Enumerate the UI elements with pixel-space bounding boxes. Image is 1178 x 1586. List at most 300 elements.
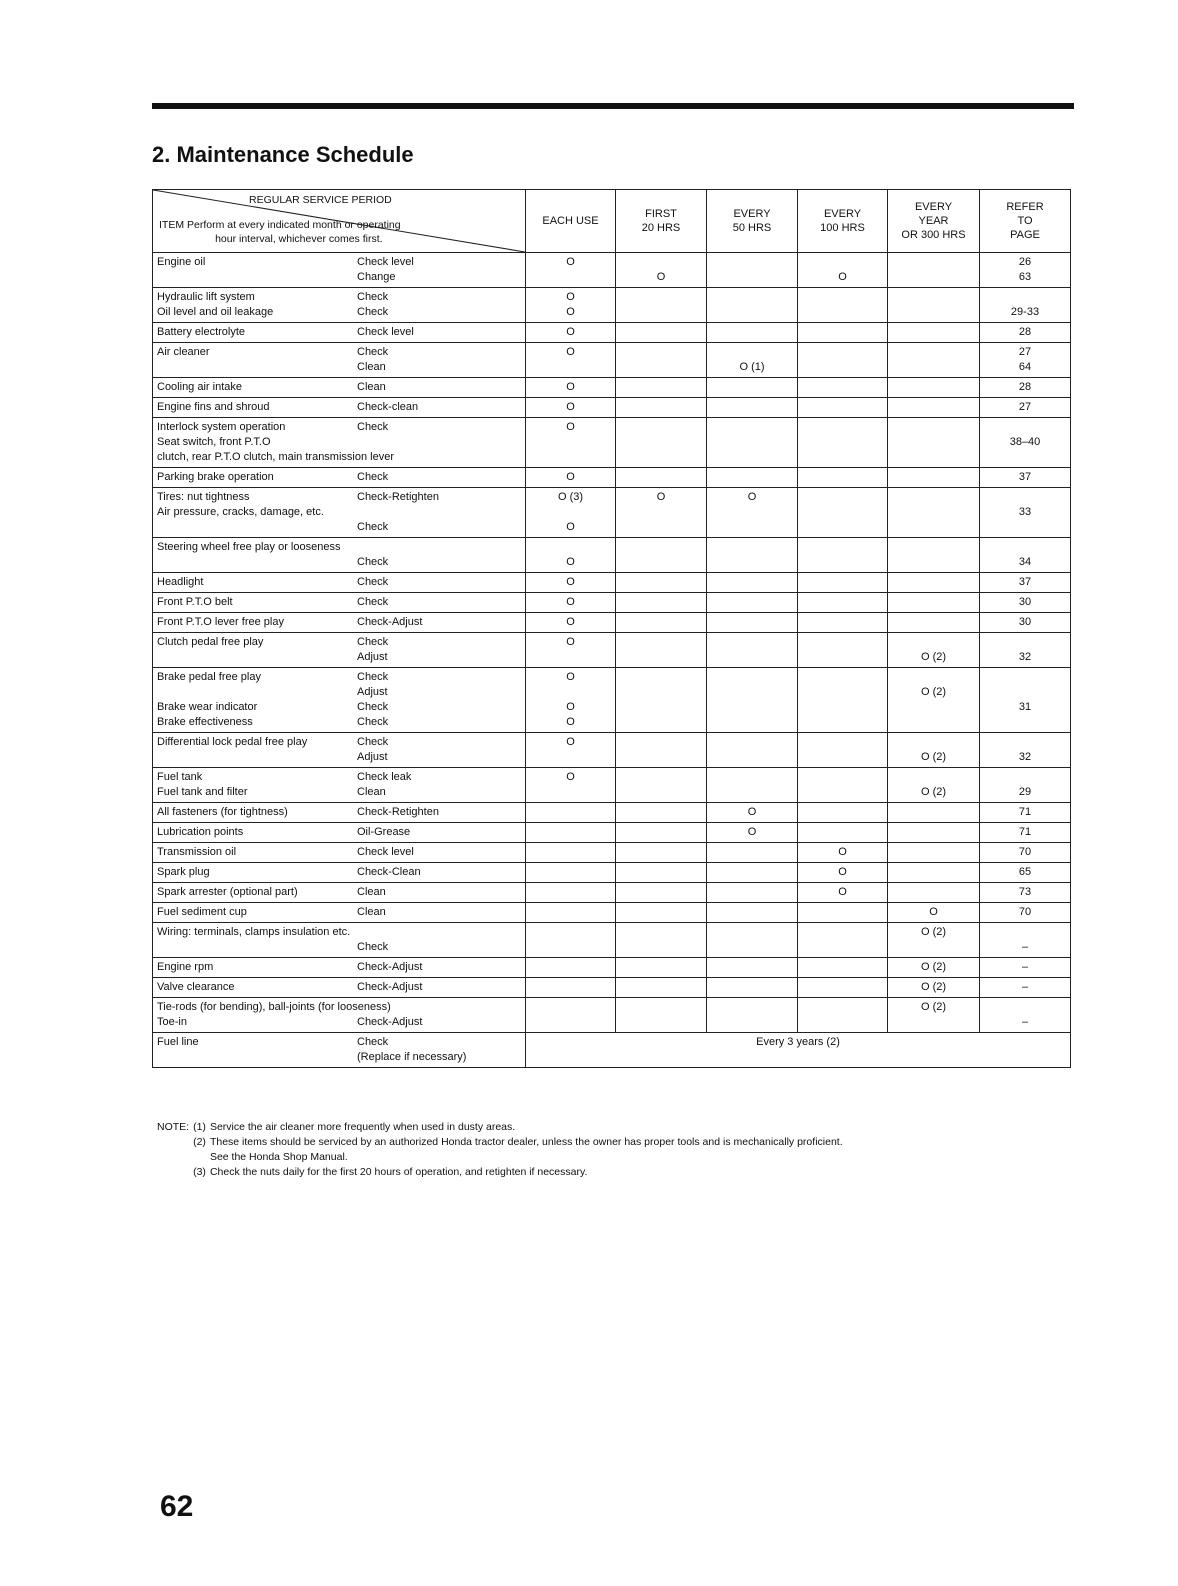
item-cell	[153, 823, 526, 843]
item-cell	[153, 418, 526, 468]
every-100-cell	[798, 288, 888, 323]
every-100-cell	[798, 958, 888, 978]
refer-page-cell: 65	[980, 863, 1071, 883]
every-year-cell: O (2)	[888, 633, 980, 668]
refer-page-cell: 30	[980, 613, 1071, 633]
refer-page-cell: 31	[980, 668, 1071, 733]
table-row	[153, 488, 1071, 538]
item-name: Seat switch, front P.T.O	[157, 436, 271, 448]
each-use-cell: O (3) O	[526, 488, 616, 538]
every-year-cell	[888, 538, 980, 573]
first-20-cell	[616, 573, 707, 593]
every-50-cell	[707, 573, 798, 593]
item-action: Clean	[357, 906, 386, 918]
first-20-cell	[616, 593, 707, 613]
every-100-cell	[798, 633, 888, 668]
item-action: Adjust	[357, 686, 388, 698]
table-row	[153, 613, 1071, 633]
every-50-cell	[707, 903, 798, 923]
item-name: Front P.T.O belt	[157, 596, 233, 608]
item-cell	[153, 398, 526, 418]
refer-page-cell: 28	[980, 378, 1071, 398]
item-action: Check	[357, 306, 389, 318]
every-100-cell	[798, 468, 888, 488]
each-use-cell: O	[526, 538, 616, 573]
table-row	[153, 633, 1071, 668]
item-action: Check	[357, 636, 389, 648]
every-50-cell	[707, 288, 798, 323]
first-20-cell	[616, 398, 707, 418]
every-50-cell: O	[707, 823, 798, 843]
refer-page-cell: 73	[980, 883, 1071, 903]
every-year-cell	[888, 468, 980, 488]
item-action: Check	[357, 421, 389, 433]
item-name	[157, 940, 357, 955]
item-action: Check	[357, 556, 389, 568]
item-cell	[153, 253, 526, 288]
table-row	[153, 343, 1071, 378]
item-action: Check leak	[357, 771, 412, 783]
every-50-cell	[707, 253, 798, 288]
every-100-cell	[798, 538, 888, 573]
every-50-cell	[707, 538, 798, 573]
item-name: Brake pedal free play	[157, 671, 261, 683]
item-name: Tires: nut tightness	[157, 491, 250, 503]
item-name: Valve clearance	[157, 981, 235, 993]
item-name: Differential lock pedal free play	[157, 736, 308, 748]
item-action: Clean	[357, 886, 386, 898]
every-year-cell	[888, 343, 980, 378]
item-name: Oil level and oil leakage	[157, 306, 274, 318]
every-100-cell: O	[798, 253, 888, 288]
item-name: Air pressure, cracks, damage, etc.	[157, 506, 324, 518]
every-100-cell	[798, 378, 888, 398]
first-20-cell	[616, 378, 707, 398]
first-20-cell	[616, 343, 707, 378]
item-name	[157, 270, 357, 285]
item-name: Engine fins and shroud	[157, 401, 270, 413]
first-20-cell	[616, 668, 707, 733]
table-row	[153, 733, 1071, 768]
item-action: Check	[357, 736, 389, 748]
refer-page-cell: 38–40	[980, 418, 1071, 468]
every-50-cell	[707, 883, 798, 903]
table-row	[153, 378, 1071, 398]
item-action: Check	[357, 671, 389, 683]
item-name: Brake wear indicator	[157, 701, 258, 713]
every-100-cell	[798, 733, 888, 768]
table-row	[153, 768, 1071, 803]
refer-page-cell: 33	[980, 488, 1071, 538]
every-year-cell	[888, 398, 980, 418]
item-action: Clean	[357, 786, 386, 798]
every-50-cell	[707, 468, 798, 488]
item-cell	[153, 803, 526, 823]
first-20-cell	[616, 538, 707, 573]
item-cell: Fuel line Check (Replace if necessary)	[153, 1033, 526, 1068]
every-year-cell	[888, 803, 980, 823]
every-50-cell	[707, 668, 798, 733]
each-use-cell: O	[526, 733, 616, 768]
every-50-cell	[707, 323, 798, 343]
each-use-cell	[526, 843, 616, 863]
table-row	[153, 593, 1071, 613]
item-action: Check	[357, 716, 389, 728]
each-use-cell	[526, 823, 616, 843]
item-cell	[153, 378, 526, 398]
item-cell	[153, 468, 526, 488]
first-20-cell	[616, 468, 707, 488]
item-name: Tie-rods (for bending), ball-joints (for looseness)	[157, 1001, 391, 1013]
item-cell	[153, 883, 526, 903]
every-50-cell: O	[707, 803, 798, 823]
item-action: Check	[357, 471, 389, 483]
every-100-cell	[798, 923, 888, 958]
first-20-cell	[616, 923, 707, 958]
each-use-cell: O	[526, 468, 616, 488]
item-action: Check level	[357, 326, 414, 338]
note-text: Service the air cleaner more frequently when used in dusty areas.	[209, 1121, 516, 1133]
item-name	[157, 360, 357, 375]
each-use-cell	[526, 923, 616, 958]
each-use-cell	[526, 883, 616, 903]
col-each-use: EACH USE	[526, 190, 616, 253]
every-50-cell	[707, 923, 798, 958]
table-row	[153, 883, 1071, 903]
each-use-cell	[526, 978, 616, 998]
every-year-cell: O (2)	[888, 958, 980, 978]
item-name: Steering wheel free play or looseness	[157, 541, 341, 553]
every-50-cell	[707, 418, 798, 468]
col-first-20-hrs: FIRST 20 HRS	[616, 190, 707, 253]
every-50-cell: O	[707, 488, 798, 538]
each-use-cell: O	[526, 253, 616, 288]
first-20-cell	[616, 823, 707, 843]
every-100-cell	[798, 998, 888, 1033]
every-year-cell: O	[888, 903, 980, 923]
every-year-cell	[888, 863, 980, 883]
every-100-cell	[798, 593, 888, 613]
every-50-cell	[707, 398, 798, 418]
table-row	[153, 398, 1071, 418]
item-cell	[153, 863, 526, 883]
each-use-cell: O O	[526, 288, 616, 323]
item-action: Check-Adjust	[357, 616, 423, 628]
each-use-cell: O	[526, 613, 616, 633]
each-use-cell: O	[526, 398, 616, 418]
each-use-cell	[526, 998, 616, 1033]
table-row	[153, 958, 1071, 978]
item-cell	[153, 593, 526, 613]
item-name: Cooling air intake	[157, 381, 242, 393]
every-year-cell	[888, 488, 980, 538]
every-50-cell: O (1)	[707, 343, 798, 378]
item-action: Check-Adjust	[357, 1016, 423, 1028]
item-name	[157, 650, 357, 665]
item-name: Spark arrester (optional part)	[157, 886, 298, 898]
table-row-fuel-line	[153, 1033, 1071, 1068]
every-50-cell	[707, 733, 798, 768]
every-100-cell	[798, 768, 888, 803]
first-20-cell	[616, 958, 707, 978]
item-name: Clutch pedal free play	[157, 636, 264, 648]
refer-page-cell: 32	[980, 633, 1071, 668]
every-3-years-cell: Every 3 years (2)	[526, 1033, 1071, 1068]
item-name	[157, 750, 357, 765]
every-50-cell	[707, 633, 798, 668]
every-100-cell	[798, 323, 888, 343]
every-100-cell	[798, 573, 888, 593]
item-name: Parking brake operation	[157, 471, 274, 483]
refer-page-cell: 37	[980, 573, 1071, 593]
item-name: Fuel tank and filter	[157, 786, 248, 798]
col-every-50-hrs: EVERY 50 HRS	[707, 190, 798, 253]
every-year-cell: O (2)	[888, 998, 980, 1033]
first-20-cell: O	[616, 488, 707, 538]
every-100-cell: O	[798, 863, 888, 883]
every-50-cell	[707, 863, 798, 883]
item-cell	[153, 998, 526, 1033]
page-number: 62	[160, 1490, 194, 1523]
item-action: Check	[357, 596, 389, 608]
every-50-cell	[707, 843, 798, 863]
each-use-cell: O	[526, 323, 616, 343]
note-num: (2)	[193, 1136, 206, 1148]
every-100-cell	[798, 418, 888, 468]
note-text: See the Honda Shop Manual.	[209, 1151, 348, 1163]
refer-page-cell: 30	[980, 593, 1071, 613]
item-action: Check-clean	[357, 401, 419, 413]
every-year-cell: O (2)	[888, 768, 980, 803]
item-action	[357, 435, 521, 450]
item-action: Clean	[357, 381, 386, 393]
first-20-cell	[616, 613, 707, 633]
table-row	[153, 978, 1071, 998]
item-name: Headlight	[157, 576, 204, 588]
refer-page-cell: –	[980, 923, 1071, 958]
item-name: Toe-in	[157, 1016, 187, 1028]
item-name: Lubrication points	[157, 826, 244, 838]
item-cell	[153, 958, 526, 978]
note-text: Check the nuts daily for the first 20 hours of operation, and retighten if necessary.	[209, 1166, 588, 1178]
header-row	[153, 190, 1071, 253]
every-100-cell	[798, 823, 888, 843]
every-year-cell	[888, 823, 980, 843]
item-cell	[153, 668, 526, 733]
each-use-cell	[526, 903, 616, 923]
table-row	[153, 538, 1071, 573]
every-year-cell	[888, 288, 980, 323]
table-row	[153, 418, 1071, 468]
item-cell	[153, 488, 526, 538]
item-action: Check-Clean	[357, 866, 421, 878]
table-row	[153, 903, 1071, 923]
item-action: Check-Adjust	[357, 961, 423, 973]
item-action: Check level	[357, 846, 414, 858]
refer-page-cell: 32	[980, 733, 1071, 768]
table-row	[153, 823, 1071, 843]
item-instruction: ITEM Perform at every indicated month or operating hour interval, whichever comes first.	[159, 219, 401, 245]
note-label: NOTE:	[157, 1121, 190, 1133]
first-20-cell	[616, 998, 707, 1033]
item-action: Check	[357, 521, 389, 533]
table-row	[153, 323, 1071, 343]
item-name: Engine rpm	[157, 961, 214, 973]
col-refer-page: REFER TO PAGE	[980, 190, 1071, 253]
every-50-cell	[707, 768, 798, 803]
each-use-cell: O	[526, 343, 616, 378]
item-name	[157, 520, 357, 535]
each-use-cell	[526, 863, 616, 883]
item-name: Brake effectiveness	[157, 716, 253, 728]
item-name: Front P.T.O lever free play	[157, 616, 284, 628]
item-cell	[153, 288, 526, 323]
refer-page-cell: –	[980, 978, 1071, 998]
item-name: Spark plug	[157, 866, 210, 878]
every-year-cell	[888, 418, 980, 468]
every-100-cell	[798, 803, 888, 823]
item-cell	[153, 343, 526, 378]
refer-page-cell: 28	[980, 323, 1071, 343]
every-100-cell	[798, 343, 888, 378]
table-row	[153, 923, 1071, 958]
item-cell	[153, 613, 526, 633]
refer-page-cell: 34	[980, 538, 1071, 573]
table-row	[153, 468, 1071, 488]
every-50-cell	[707, 613, 798, 633]
first-20-cell	[616, 863, 707, 883]
refer-page-cell: 26 63	[980, 253, 1071, 288]
regular-service-period-label: REGULAR SERVICE PERIOD	[249, 194, 392, 206]
each-use-cell	[526, 803, 616, 823]
item-name: Battery electrolyte	[157, 326, 246, 338]
item-cell	[153, 538, 526, 573]
each-use-cell	[526, 958, 616, 978]
col-every-100-hrs: EVERY 100 HRS	[798, 190, 888, 253]
top-rule	[152, 103, 1074, 109]
item-name: All fasteners (for tightness)	[157, 806, 288, 818]
every-50-cell	[707, 378, 798, 398]
every-50-cell	[707, 958, 798, 978]
note-text: These items should be serviced by an authorized Honda tractor dealer, unless the owner has proper tools and is mechanically proficient.	[209, 1136, 843, 1148]
item-cell	[153, 768, 526, 803]
item-cell	[153, 323, 526, 343]
every-100-cell	[798, 978, 888, 998]
each-use-cell: O	[526, 378, 616, 398]
first-20-cell	[616, 803, 707, 823]
first-20-cell	[616, 768, 707, 803]
every-50-cell	[707, 593, 798, 613]
first-20-cell	[616, 978, 707, 998]
refer-page-cell: 70	[980, 843, 1071, 863]
first-20-cell	[616, 733, 707, 768]
table-row	[153, 288, 1071, 323]
first-20-cell	[616, 418, 707, 468]
refer-page-cell: 29-33	[980, 288, 1071, 323]
item-action: Check	[357, 346, 389, 358]
item-name: Engine oil	[157, 256, 206, 268]
first-20-cell	[616, 288, 707, 323]
item-cell	[153, 923, 526, 958]
table-row	[153, 863, 1071, 883]
every-year-cell	[888, 573, 980, 593]
first-20-cell	[616, 323, 707, 343]
maintenance-schedule-table	[152, 189, 1071, 1068]
refer-page-cell: 71	[980, 803, 1071, 823]
refer-page-cell: 71	[980, 823, 1071, 843]
item-action: Check	[357, 941, 389, 953]
every-year-cell	[888, 378, 980, 398]
refer-page-cell: 27	[980, 398, 1071, 418]
first-20-cell	[616, 903, 707, 923]
item-action: Change	[357, 271, 396, 283]
table-row	[153, 573, 1071, 593]
every-100-cell	[798, 398, 888, 418]
item-action: Adjust	[357, 651, 388, 663]
refer-page-cell: –	[980, 998, 1071, 1033]
item-action: Check-Retighten	[357, 806, 439, 818]
every-year-cell	[888, 843, 980, 863]
item-name: Transmission oil	[157, 846, 237, 858]
every-year-cell: O (2)	[888, 978, 980, 998]
item-action: Check	[357, 576, 389, 588]
item-name: Interlock system operation	[157, 421, 286, 433]
schedule-body	[153, 253, 1071, 1033]
refer-page-cell: –	[980, 958, 1071, 978]
every-100-cell: O	[798, 883, 888, 903]
item-action: Adjust	[357, 751, 388, 763]
item-cell	[153, 843, 526, 863]
every-100-cell	[798, 488, 888, 538]
first-20-cell	[616, 843, 707, 863]
table-row	[153, 843, 1071, 863]
item-action: Oil-Grease	[357, 826, 411, 838]
refer-page-cell: 29	[980, 768, 1071, 803]
item-name	[157, 685, 357, 700]
refer-page-cell: 70	[980, 903, 1071, 923]
note-num	[193, 1150, 210, 1165]
table-row	[153, 668, 1071, 733]
every-year-cell	[888, 253, 980, 288]
every-50-cell	[707, 998, 798, 1033]
each-use-cell: O	[526, 573, 616, 593]
item-cell	[153, 903, 526, 923]
each-use-cell: O	[526, 418, 616, 468]
item-name: Air cleaner	[157, 346, 210, 358]
every-year-cell	[888, 613, 980, 633]
item-cell	[153, 573, 526, 593]
item-name: Fuel tank	[157, 771, 203, 783]
item-cell	[153, 978, 526, 998]
item-name: Hydraulic lift system	[157, 291, 255, 303]
item-name: Fuel sediment cup	[157, 906, 247, 918]
each-use-cell: O	[526, 593, 616, 613]
first-20-cell	[616, 633, 707, 668]
every-year-cell	[888, 883, 980, 903]
col-every-year: EVERY YEAR OR 300 HRS	[888, 190, 980, 253]
item-action: Check level	[357, 256, 414, 268]
every-100-cell	[798, 668, 888, 733]
item-cell	[153, 633, 526, 668]
each-use-cell: O O O	[526, 668, 616, 733]
table-row	[153, 253, 1071, 288]
item-action: Check-Adjust	[357, 981, 423, 993]
every-50-cell	[707, 978, 798, 998]
every-100-cell	[798, 903, 888, 923]
item-action: Check-Retighten	[357, 491, 439, 503]
notes	[157, 1120, 847, 1180]
every-100-cell: O	[798, 843, 888, 863]
